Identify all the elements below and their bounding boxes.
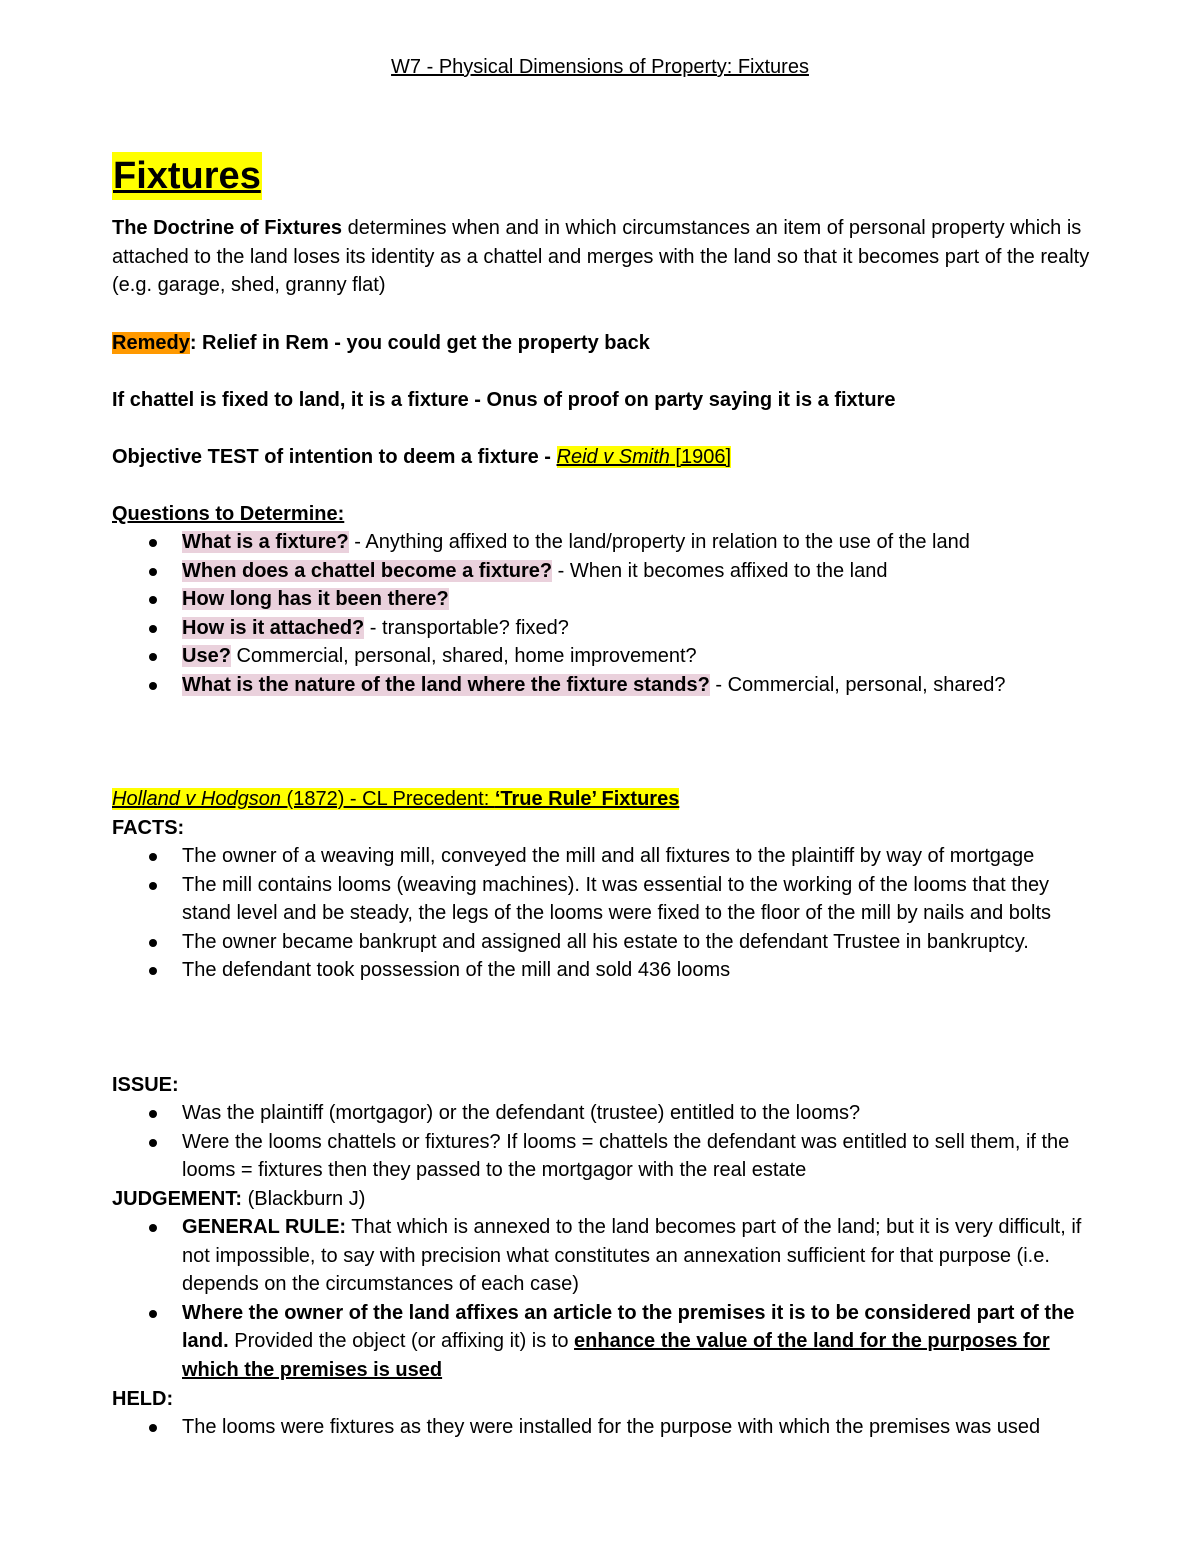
list-item (112, 614, 1092, 643)
questions-list (112, 528, 1092, 700)
page-title: W7 - Physical Dimensions of Property: Fixtures (391, 56, 809, 78)
case-year-reid-v-smith[interactable]: [1906] (669, 446, 732, 468)
owner-rule-text: Provided the object (or affixing it) is to (228, 1330, 575, 1353)
case-rule-label: ‘True Rule’ Fixtures (494, 788, 680, 810)
question: When does a chattel become a fixture? (182, 559, 553, 582)
answer: - Commercial, personal, shared? (709, 673, 1006, 696)
list-item (112, 1299, 1092, 1385)
question: What is a fixture? (182, 531, 349, 553)
list-item (112, 585, 1092, 614)
answer: - transportable? fixed? (364, 616, 569, 639)
remedy-label: Remedy (112, 332, 190, 354)
judgement-list (112, 1213, 1092, 1385)
list-item (112, 557, 1092, 586)
facts-list (112, 842, 1092, 985)
remedy-text: : Relief in Rem - you could get the property back (189, 332, 650, 354)
list-item: Were the looms chattels or fixtures? If looms = chattels the defendant was entitled to sell them, if the looms = fixtures then they passed to the mortgagor with the real estate (112, 1128, 1092, 1185)
doctrine-text: determines when and in which circumstances an item of personal property which is attached to the land loses its identity as a chattel and merges with the land so that it becomes part of the realty (e.g. garage, shed, granny flat) (112, 217, 1090, 297)
case-heading (112, 785, 1092, 814)
judgement-label: JUDGEMENT: (112, 1188, 243, 1210)
case-link-holland-v-hodgson[interactable]: Holland v Hodgson (112, 788, 281, 810)
case-link-reid-v-smith[interactable]: Reid v Smith (556, 446, 670, 468)
list-item (112, 671, 1092, 700)
general-rule-text: That which is annexed to the land becomes part of the land; but it is very difficult, if not impossible, to say with precision what constitutes an annexation sufficient for that purpose (i.e. depends on the circumstances of each case) (182, 1216, 1082, 1296)
list-item: Was the plaintiff (mortgagor) or the defendant (trustee) entitled to the looms? (112, 1099, 1092, 1128)
answer: Commercial, personal, shared, home improvement? (230, 645, 697, 668)
list-item: The mill contains looms (weaving machines). It was essential to the working of the looms that they stand level and be steady, the legs of the looms were fixed to the floor of the mill by nails and bolts (112, 871, 1092, 928)
case-year-holland[interactable]: (1872) - CL Precedent: (281, 788, 495, 810)
chattel-rule: If chattel is fixed to land, it is a fixture - Onus of proof on party saying it is a fixture (112, 389, 896, 411)
owner-rule-bold: Where the owner of the land affixes an article to the premises it is to be considered part of the land. (182, 1301, 1075, 1353)
list-item: The defendant took possession of the mill and sold 436 looms (112, 956, 1092, 985)
doctrine-paragraph (112, 214, 1092, 300)
held-label: HELD: (112, 1388, 174, 1410)
issue-label: ISSUE: (112, 1074, 179, 1096)
list-item: The owner became bankrupt and assigned all his estate to the defendant Trustee in bankruptcy. (112, 928, 1092, 957)
section-heading-fixtures: Fixtures (112, 152, 262, 200)
answer: - Anything affixed to the land/property in relation to the use of the land (348, 531, 970, 553)
question: What is the nature of the land where the fixture stands? (182, 673, 710, 696)
owner-rule-emphasis: enhance the value of the land for the purposes for which the premises is used (182, 1330, 1050, 1381)
doctrine-term: The Doctrine of Fixtures (112, 217, 343, 239)
judge-name: (Blackburn J) (242, 1188, 366, 1210)
question: How is it attached? (182, 616, 365, 639)
list-item (112, 642, 1092, 671)
objective-test-text: Objective TEST of intention to deem a fixture - (112, 446, 557, 468)
remedy-line (112, 329, 1092, 358)
question: Use? (182, 645, 231, 668)
list-item (112, 528, 1092, 557)
list-item: The looms were fixtures as they were installed for the purpose with which the premises was used (112, 1413, 1092, 1442)
questions-heading: Questions to Determine: (112, 503, 345, 525)
judgement-line (112, 1185, 1092, 1214)
answer: - When it becomes affixed to the land (552, 559, 888, 582)
list-item (112, 1213, 1092, 1299)
general-rule-label: GENERAL RULE: (182, 1216, 347, 1238)
issues-list (112, 1099, 1092, 1185)
objective-test-line (112, 443, 1092, 472)
question: How long has it been there? (182, 588, 449, 611)
held-list (112, 1413, 1092, 1442)
facts-label: FACTS: (112, 817, 185, 839)
list-item: The owner of a weaving mill, conveyed the mill and all fixtures to the plaintiff by way of mortgage (112, 842, 1092, 871)
